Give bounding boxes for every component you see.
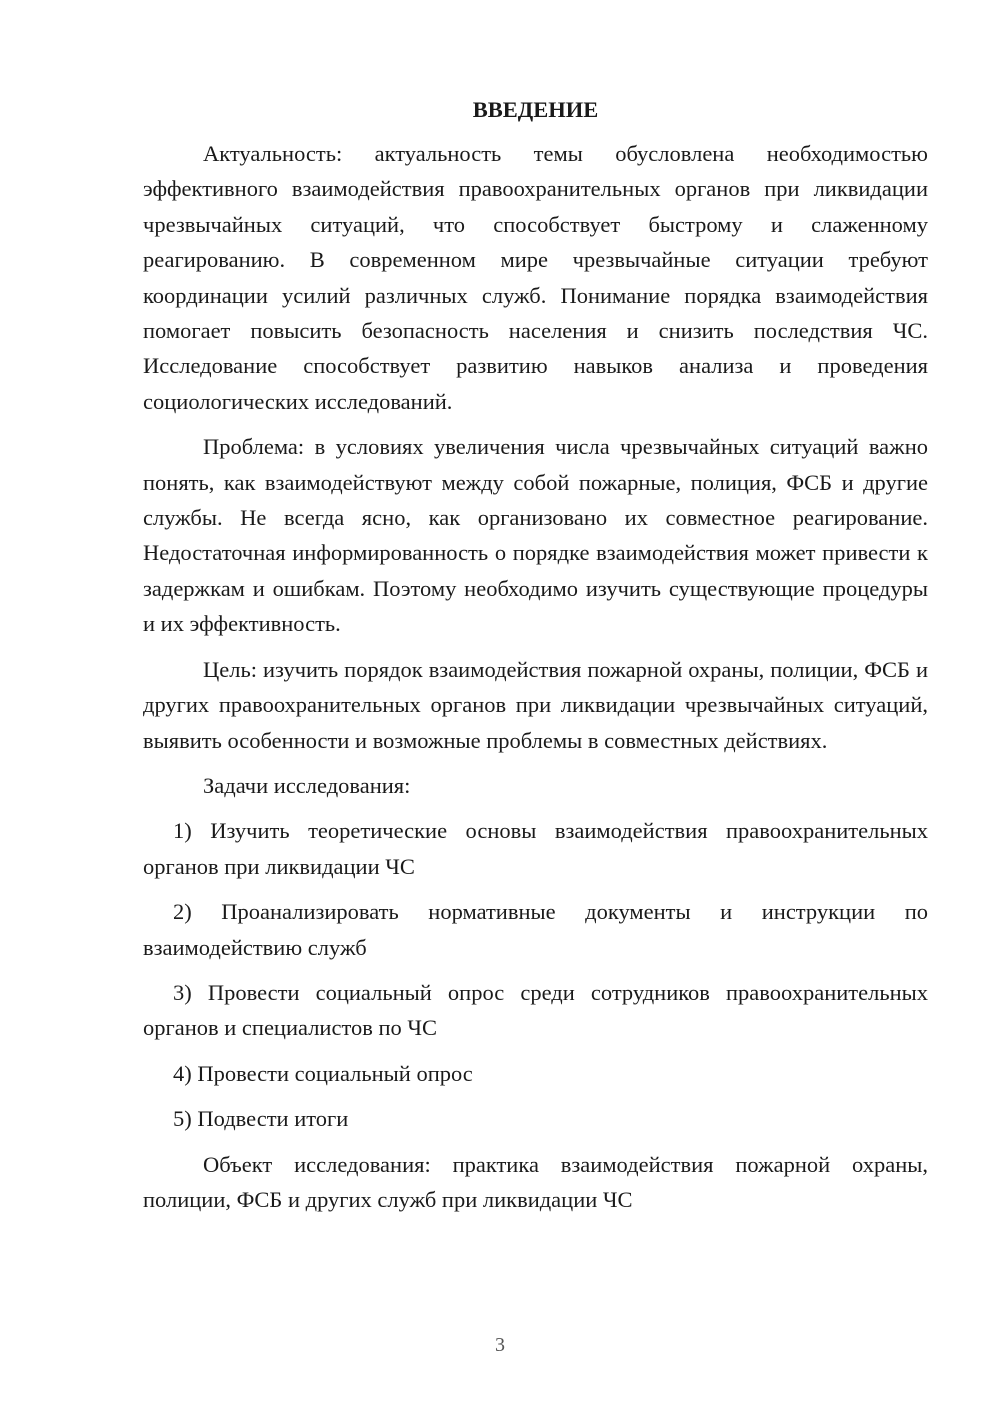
task-item: 4) Провести социальный опрос <box>173 1060 473 1086</box>
tasks-heading: Задачи исследования: <box>203 772 411 798</box>
relevance-paragraph: Актуальность: актуальность темы обусловлена необходимостью эффективного взаимодействия правоохранительных органов при ликвидации чрезвычайных ситуаций, что способствует быстрому и слаженному реагированию. В современном мире чрезвычайные ситуации требуют координации усилий различных служб. Понимание порядка взаимодействия помогает повысить безопасность населения и снизить последствия ЧС. Исследование способствует развитию навыков анализа и проведения социологических исследований. <box>143 141 928 414</box>
task-item: 1) Изучить теоретические основы взаимодействия правоохранительных органов при ликвидации ЧС <box>143 818 928 879</box>
problem-paragraph: Проблема: в условиях увеличения числа чрезвычайных ситуаций важно понять, как взаимодействуют между собой пожарные, полиция, ФСБ и другие службы. Не всегда ясно, как организовано их совместное реагирование. Недостаточная информированность о порядке взаимодействия может привести к задержкам и ошибкам. Поэтому необходимо изучить существующие процедуры и их эффективность. <box>143 434 928 637</box>
goal-paragraph: Цель: изучить порядок взаимодействия пожарной охраны, полиции, ФСБ и других правоохранительных органов при ликвидации чрезвычайных ситуаций, выявить особенности и возможные проблемы в совместных действиях. <box>143 656 928 753</box>
page-number: 3 <box>495 1334 505 1356</box>
task-item: 3) Провести социальный опрос среди сотрудников правоохранительных органов и специалистов по ЧС <box>143 979 928 1041</box>
task-item: 5) Подвести итоги <box>173 1106 349 1132</box>
task-item: 2) Проанализировать нормативные документы и инструкции по взаимодействию служб <box>143 899 928 960</box>
document-page <box>143 92 928 1227</box>
section-heading: ВВЕДЕНИЕ <box>472 97 599 122</box>
object-paragraph: Объект исследования: практика взаимодействия пожарной охраны, полиции, ФСБ и других служб при ликвидации ЧС <box>143 1151 928 1212</box>
